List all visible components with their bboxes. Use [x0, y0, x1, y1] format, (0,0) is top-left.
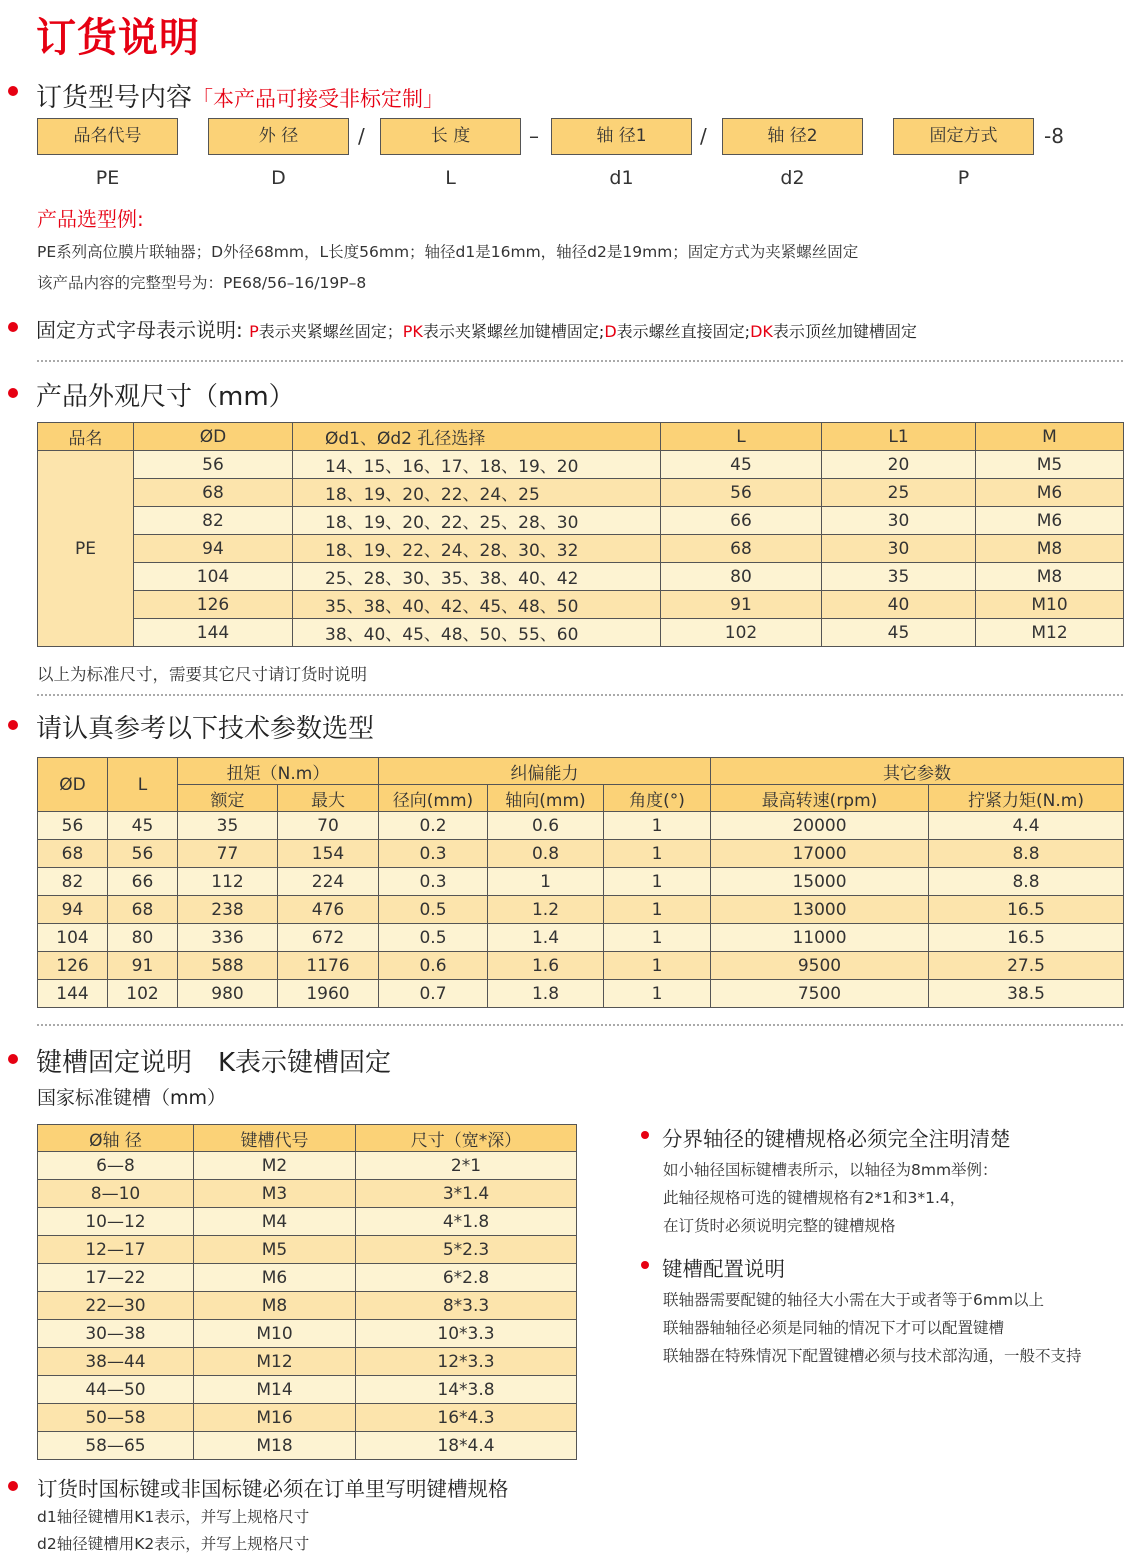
bullet-icon: [8, 322, 18, 332]
col-header: 扭矩（N.m）: [178, 758, 379, 785]
bottom-note-heading: 订货时国标键或非国标键必须在订单里写明键槽规格: [37, 1477, 509, 1501]
model-box-diameter: 外 径: [208, 118, 349, 155]
table-cell: M5: [976, 451, 1124, 479]
table-header-row: [38, 1125, 577, 1152]
table-cell: M5: [194, 1236, 356, 1264]
note-heading: 键槽配置说明: [662, 1257, 785, 1281]
bottom-note-line: d1轴径键槽用K1表示，并写上规格尺寸: [37, 1508, 310, 1526]
col-header: ØD: [134, 423, 293, 451]
table-cell: 980: [178, 980, 278, 1008]
table-row: [38, 840, 1124, 868]
table-cell: 16.5: [929, 924, 1124, 952]
bullet-icon: [8, 86, 18, 96]
table-cell: 112: [178, 868, 278, 896]
table-cell: 1960: [278, 980, 379, 1008]
table-cell: 1: [604, 952, 711, 980]
divider: [37, 694, 1123, 696]
bullet-icon: [641, 1131, 649, 1139]
table-cell: 18、19、20、22、24、25: [293, 479, 661, 507]
table-cell: 56: [661, 479, 822, 507]
dimensions-heading: 产品外观尺寸（mm）: [36, 382, 295, 412]
table-cell: 45: [108, 812, 178, 840]
keyway-heading: 键槽固定说明 K表示键槽固定: [36, 1048, 392, 1078]
model-box-length: 长 度: [380, 118, 521, 155]
note-heading: 分界轴径的键槽规格必须完全注明清楚: [662, 1127, 1011, 1151]
separator: –: [529, 124, 539, 148]
table-row: [38, 1376, 577, 1404]
table-cell: 18*4.4: [356, 1432, 577, 1460]
table-cell: 91: [108, 952, 178, 980]
model-suffix: -8: [1044, 124, 1064, 148]
note-line: 此轴径规格可选的键槽规格有2*1和3*1.4，: [663, 1189, 966, 1207]
table-row: [38, 591, 1124, 619]
table-cell: 38、40、45、48、50、55、60: [293, 619, 661, 647]
bottom-note-line: d2轴径键槽用K2表示，并写上规格尺寸: [37, 1535, 310, 1553]
model-value: L: [445, 167, 456, 189]
table-cell: 1.4: [488, 924, 604, 952]
table-cell: 35、38、40、42、45、48、50: [293, 591, 661, 619]
table-cell: 16*4.3: [356, 1404, 577, 1432]
model-value: PE: [95, 167, 120, 189]
table-cell: 68: [38, 840, 108, 868]
col-header: 拧紧力矩(N.m): [929, 785, 1124, 812]
table-cell: M6: [976, 479, 1124, 507]
table-cell: 102: [108, 980, 178, 1008]
table-cell: 144: [134, 619, 293, 647]
table-cell: 50—58: [38, 1404, 194, 1432]
table-cell: M3: [194, 1180, 356, 1208]
col-header: 轴向(mm): [488, 785, 604, 812]
note-line: 联轴器需要配键的轴径大小需在大于或者等于6mm以上: [663, 1291, 1045, 1309]
table-row: [38, 451, 1124, 479]
table-row: [38, 1320, 577, 1348]
table-cell: 20000: [711, 812, 929, 840]
table-cell: 68: [108, 896, 178, 924]
table-cell: M12: [976, 619, 1124, 647]
bullet-icon: [8, 1481, 18, 1491]
col-header: L: [661, 423, 822, 451]
table-cell: 3*1.4: [356, 1180, 577, 1208]
table-cell: 1: [604, 980, 711, 1008]
table-cell: 38.5: [929, 980, 1124, 1008]
table-cell: 4*1.8: [356, 1208, 577, 1236]
table-cell: 8.8: [929, 868, 1124, 896]
model-box-bore2: 轴 径2: [722, 118, 863, 155]
table-cell: 94: [38, 896, 108, 924]
col-header: 品名: [38, 423, 134, 451]
table-cell: 14*3.8: [356, 1376, 577, 1404]
table-cell: 94: [134, 535, 293, 563]
table-cell: 0.8: [488, 840, 604, 868]
table-cell: 126: [134, 591, 293, 619]
table-cell: M2: [194, 1152, 356, 1180]
table-cell: M12: [194, 1348, 356, 1376]
table-cell: 17000: [711, 840, 929, 868]
tech-table: [37, 757, 1124, 1008]
table-cell: 27.5: [929, 952, 1124, 980]
table-cell: 17—22: [38, 1264, 194, 1292]
table-cell: 1176: [278, 952, 379, 980]
table-cell: 1: [604, 924, 711, 952]
table-cell: 0.3: [379, 840, 488, 868]
col-header: Ø轴 径: [38, 1125, 194, 1152]
table-cell: 44—50: [38, 1376, 194, 1404]
table-row: [38, 1236, 577, 1264]
bullet-icon: [8, 1054, 18, 1064]
dimensions-footnote: 以上为标准尺寸，需要其它尺寸请订货时说明: [37, 665, 367, 684]
table-cell: 35: [178, 812, 278, 840]
col-header: M: [976, 423, 1124, 451]
table-cell: 45: [822, 619, 976, 647]
table-cell: 1: [488, 868, 604, 896]
table-row: [38, 1208, 577, 1236]
table-row: [38, 1180, 577, 1208]
table-cell: 30: [822, 507, 976, 535]
model-box-bore1: 轴 径1: [551, 118, 692, 155]
col-header: Ød1、Ød2 孔径选择: [293, 423, 661, 451]
table-cell: 40: [822, 591, 976, 619]
table-row: [38, 1152, 577, 1180]
table-row: [38, 1432, 577, 1460]
table-cell: M18: [194, 1432, 356, 1460]
tech-heading: 请认真参考以下技术参数选型: [36, 714, 375, 744]
table-cell: 0.5: [379, 896, 488, 924]
col-header: 其它参数: [711, 758, 1124, 785]
table-row: [38, 1404, 577, 1432]
table-cell: 80: [108, 924, 178, 952]
model-value: P: [957, 167, 970, 189]
fix-text: 表示夹紧螺丝固定；: [258, 322, 403, 341]
col-header: 最高转速(rpm): [711, 785, 929, 812]
table-cell: 1.6: [488, 952, 604, 980]
table-cell: 38—44: [38, 1348, 194, 1376]
note-line: 联轴器在特殊情况下配置键槽必须与技术部沟通，一般不支持: [663, 1347, 1082, 1365]
separator: /: [358, 124, 365, 148]
table-cell: 8*3.3: [356, 1292, 577, 1320]
table-cell: 224: [278, 868, 379, 896]
table-cell: 15000: [711, 868, 929, 896]
table-cell: 0.6: [488, 812, 604, 840]
fix-legend: [36, 314, 917, 343]
table-cell: 25: [822, 479, 976, 507]
table-cell: 8—10: [38, 1180, 194, 1208]
table-cell: 9500: [711, 952, 929, 980]
keyway-subheading: 国家标准键槽（mm）: [37, 1087, 227, 1109]
table-cell: 1: [604, 896, 711, 924]
table-cell: 82: [134, 507, 293, 535]
table-cell: 1: [604, 812, 711, 840]
table-cell: 1: [604, 868, 711, 896]
table-cell: 82: [38, 868, 108, 896]
table-cell: 45: [661, 451, 822, 479]
table-cell: 7500: [711, 980, 929, 1008]
table-cell: 8.8: [929, 840, 1124, 868]
table-cell: 0.7: [379, 980, 488, 1008]
keyway-table: [37, 1124, 577, 1460]
table-header-row: [38, 785, 1124, 812]
col-header: L1: [822, 423, 976, 451]
table-row: [38, 619, 1124, 647]
table-cell: 104: [134, 563, 293, 591]
table-cell: 672: [278, 924, 379, 952]
table-cell: 18、19、20、22、25、28、30: [293, 507, 661, 535]
table-row: [38, 952, 1124, 980]
table-cell: 10—12: [38, 1208, 194, 1236]
table-cell: 336: [178, 924, 278, 952]
model-box-fixing: 固定方式: [893, 118, 1034, 155]
bullet-icon: [8, 388, 18, 398]
table-cell: M6: [194, 1264, 356, 1292]
table-cell: M16: [194, 1404, 356, 1432]
table-cell: 30—38: [38, 1320, 194, 1348]
model-heading: [36, 77, 444, 114]
example-line: 该产品内容的完整型号为：PE68/56–16/19P–8: [37, 274, 367, 292]
table-cell: 10*3.3: [356, 1320, 577, 1348]
table-cell: 12—17: [38, 1236, 194, 1264]
table-row: [38, 507, 1124, 535]
bullet-icon: [641, 1261, 649, 1269]
table-cell: 91: [661, 591, 822, 619]
bullet-icon: [8, 720, 18, 730]
table-cell: 2*1: [356, 1152, 577, 1180]
table-row: [38, 896, 1124, 924]
page-title: 订货说明: [36, 15, 200, 61]
table-cell: M4: [194, 1208, 356, 1236]
separator: /: [700, 124, 707, 148]
table-cell: 20: [822, 451, 976, 479]
fix-code: D: [604, 322, 617, 341]
note-line: 联轴器轴轴径必须是同轴的情况下才可以配置键槽: [663, 1319, 1005, 1337]
table-cell: 13000: [711, 896, 929, 924]
fix-text: 表示夹紧螺丝加键槽固定;: [422, 322, 605, 341]
table-cell: 66: [661, 507, 822, 535]
divider: [37, 1024, 1123, 1026]
table-row: [38, 812, 1124, 840]
table-cell: 14、15、16、17、18、19、20: [293, 451, 661, 479]
table-cell: 5*2.3: [356, 1236, 577, 1264]
model-heading-text: 订货型号内容: [36, 83, 193, 113]
table-row: [38, 563, 1124, 591]
table-cell: 588: [178, 952, 278, 980]
model-value: D: [271, 167, 286, 189]
table-cell: 104: [38, 924, 108, 952]
table-row: [38, 1264, 577, 1292]
table-cell: 56: [134, 451, 293, 479]
table-row: [38, 1348, 577, 1376]
col-header: 键槽代号: [194, 1125, 356, 1152]
table-cell: 238: [178, 896, 278, 924]
table-cell: 22—30: [38, 1292, 194, 1320]
fix-code: PK: [402, 322, 423, 341]
table-cell: M6: [976, 507, 1124, 535]
example-title: 产品选型例:: [37, 207, 144, 231]
col-header: L: [108, 758, 178, 812]
table-cell: 0.5: [379, 924, 488, 952]
fix-legend-heading: 固定方式字母表示说明:: [36, 318, 243, 342]
table-cell: 70: [278, 812, 379, 840]
table-cell: M10: [194, 1320, 356, 1348]
table-cell: 144: [38, 980, 108, 1008]
table-row: [38, 924, 1124, 952]
table-cell: 56: [108, 840, 178, 868]
dimensions-table: [37, 422, 1124, 647]
col-header: ØD: [38, 758, 108, 812]
table-cell: 58—65: [38, 1432, 194, 1460]
table-cell: 1.2: [488, 896, 604, 924]
table-cell: M8: [194, 1292, 356, 1320]
custom-note: 「本产品可接受非标定制」: [192, 87, 445, 111]
fix-code: DK: [750, 322, 773, 341]
model-value: d2: [780, 167, 805, 189]
table-row: [38, 980, 1124, 1008]
fix-text: 表示顶丝加键槽固定: [772, 322, 917, 341]
table-cell: 18、19、22、24、28、30、32: [293, 535, 661, 563]
table-cell: 4.4: [929, 812, 1124, 840]
table-cell: 77: [178, 840, 278, 868]
table-cell: 68: [134, 479, 293, 507]
table-cell: M8: [976, 535, 1124, 563]
example-line: PE系列高位膜片联轴器；D外径68mm，L长度56mm；轴径d1是16mm，轴径d2是19mm；固定方式为夹紧螺丝固定: [37, 243, 859, 261]
model-box-name: 品名代号: [37, 118, 178, 155]
table-cell: 6*2.8: [356, 1264, 577, 1292]
model-value: d1: [609, 167, 634, 189]
table-cell: 1.8: [488, 980, 604, 1008]
table-row: [38, 868, 1124, 896]
table-cell: 35: [822, 563, 976, 591]
table-cell: 0.3: [379, 868, 488, 896]
table-cell: 154: [278, 840, 379, 868]
col-header: 额定: [178, 785, 278, 812]
col-header: 尺寸（宽*深）: [356, 1125, 577, 1152]
col-header: 角度(°): [604, 785, 711, 812]
col-header: 径向(mm): [379, 785, 488, 812]
table-cell: 11000: [711, 924, 929, 952]
table-cell: 12*3.3: [356, 1348, 577, 1376]
table-cell: 102: [661, 619, 822, 647]
table-cell: 476: [278, 896, 379, 924]
table-cell: 68: [661, 535, 822, 563]
fix-code: P: [249, 322, 259, 341]
table-cell: 126: [38, 952, 108, 980]
table-row: [38, 1292, 577, 1320]
table-cell: 0.6: [379, 952, 488, 980]
divider: [37, 360, 1123, 362]
table-row: [38, 479, 1124, 507]
table-row: [38, 535, 1124, 563]
table-cell: 25、28、30、35、38、40、42: [293, 563, 661, 591]
table-cell: 1: [604, 840, 711, 868]
table-cell: 16.5: [929, 896, 1124, 924]
table-cell: 0.2: [379, 812, 488, 840]
table-cell: 66: [108, 868, 178, 896]
table-cell: M8: [976, 563, 1124, 591]
table-header-row: [38, 423, 1124, 451]
table-cell: M10: [976, 591, 1124, 619]
table-cell: 30: [822, 535, 976, 563]
table-header-row: [38, 758, 1124, 785]
col-header: 纠偏能力: [379, 758, 711, 785]
table-cell: M14: [194, 1376, 356, 1404]
note-line: 如小轴径国标键槽表所示，以轴径为8mm举例：: [663, 1161, 998, 1179]
table-cell: 56: [38, 812, 108, 840]
product-name-cell: PE: [38, 451, 134, 647]
table-cell: 80: [661, 563, 822, 591]
fix-text: 表示螺丝直接固定;: [616, 322, 751, 341]
table-cell: 6—8: [38, 1152, 194, 1180]
col-header: 最大: [278, 785, 379, 812]
note-line: 在订货时必须说明完整的键槽规格: [663, 1217, 896, 1235]
